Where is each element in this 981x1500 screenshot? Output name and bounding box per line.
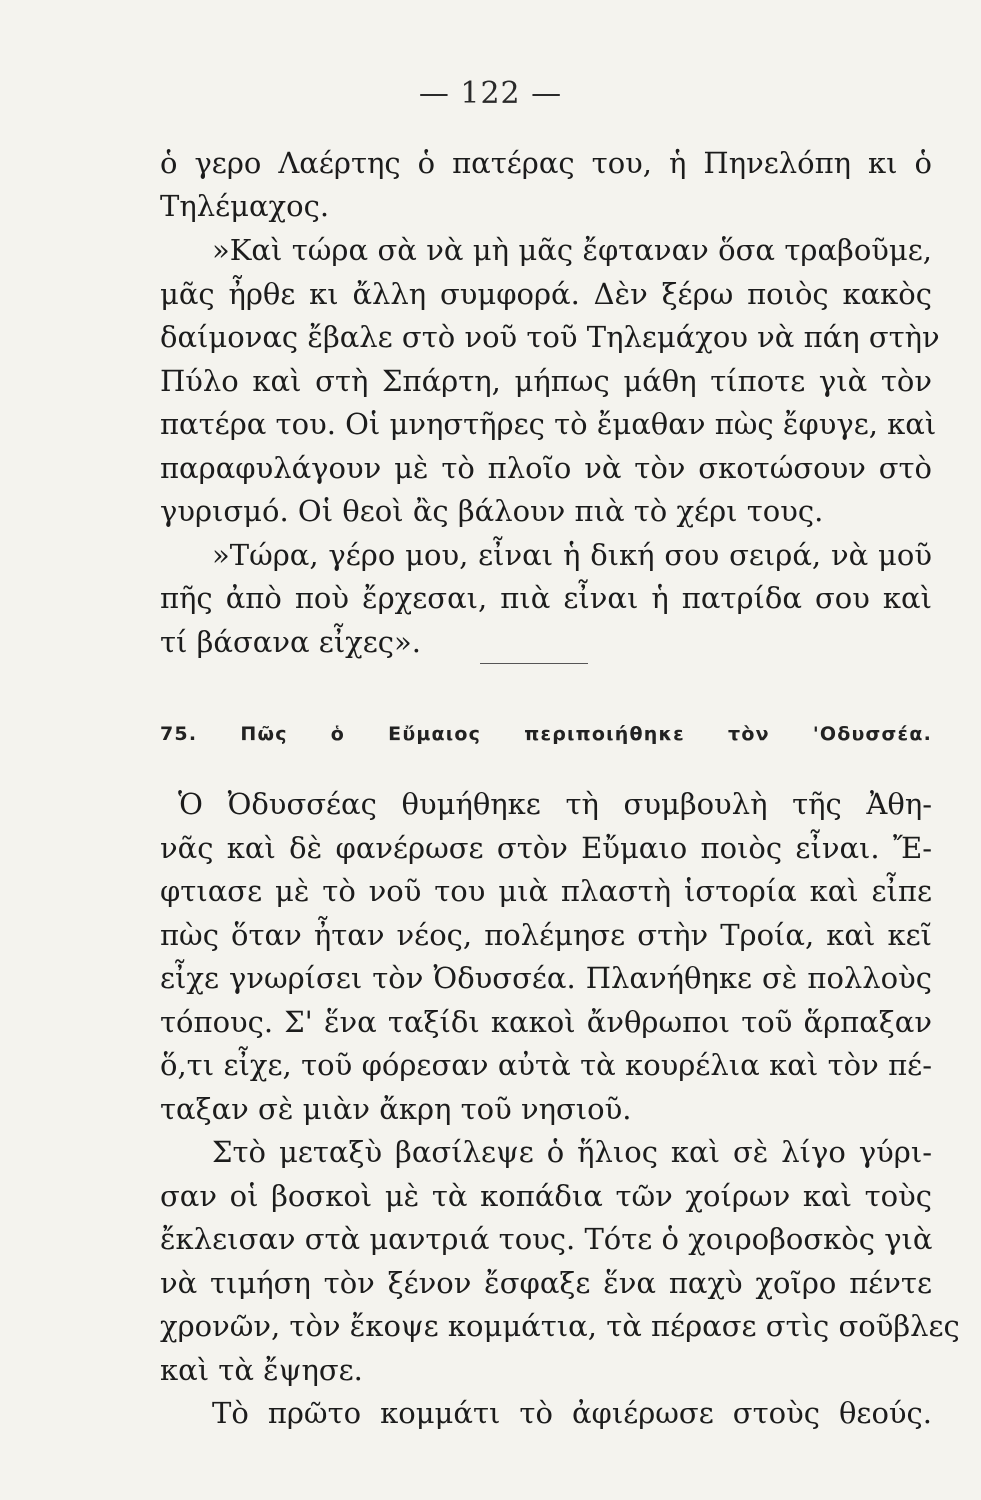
text-line: εἶχε γνωρίσει τὸν Ὀδυσσέα. Πλανήθηκε σὲ πολλοὺς	[160, 961, 932, 995]
text-line: γυρισμό. Οἱ θεοὶ ἂς βάλουν πιὰ τὸ χέρι τους.	[160, 494, 824, 528]
text-line: ὁ γερο Λαέρτης ὁ πατέρας του, ἡ Πηνελόπη κι ὁ	[160, 146, 932, 180]
section-divider	[480, 663, 588, 664]
text-line: πατέρα του. Οἱ μνηστῆρες τὸ ἔμαθαν πὼς ἔφυγε, καὶ	[160, 407, 937, 441]
text-line: Τηλέμαχος.	[160, 189, 330, 223]
text-line: καὶ τὰ ἔψησε.	[160, 1353, 363, 1387]
text-line: μᾶς ἦρθε κι ἄλλη συμφορά. Δὲν ξέρω ποιὸς κακὸς	[160, 277, 932, 311]
text-line: νὰ τιμήση τὸν ξένον ἔσφαξε ἕνα παχὺ χοῖρο πέντε	[160, 1266, 932, 1300]
text-line: ἔκλεισαν στὰ μαντριά τους. Τότε ὁ χοιροβοσκὸς γιὰ	[160, 1222, 933, 1256]
text-line: ταξαν σὲ μιὰν ἄκρη τοῦ νησιοῦ.	[160, 1092, 632, 1126]
page-number: — 122 —	[418, 76, 563, 111]
text-line: Πύλο καὶ στὴ Σπάρτη, μήπως μάθη τίποτε γιὰ τὸν	[160, 364, 932, 398]
text-line: Στὸ μεταξὺ βασίλεψε ὁ ἥλιος καὶ σὲ λίγο γύρι-	[212, 1135, 932, 1169]
text-line: Ὁ Ὀδυσσέας θυμήθηκε τὴ συμβουλὴ τῆς Ἀθη-	[178, 787, 932, 821]
text-line: νᾶς καὶ δὲ φανέρωσε στὸν Εὔμαιο ποιὸς εἶναι. Ἔ-	[160, 831, 932, 865]
text-line: χρονῶν, τὸν ἔκοψε κομμάτια, τὰ πέρασε στὶς σοῦβλες	[160, 1309, 960, 1343]
text-line: παραφυλάγουν μὲ τὸ πλοῖο νὰ τὸν σκοτώσουν στὸ	[160, 451, 932, 485]
text-line: πὼς ὅταν ἦταν νέος, πολέμησε στὴν Τροία, καὶ κεῖ	[160, 918, 932, 952]
text-line: τόπους. Σ' ἕνα ταξίδι κακοὶ ἄνθρωποι τοῦ ἅρπαξαν	[160, 1005, 932, 1039]
text-line: »Τώρα, γέρο μου, εἶναι ἡ δική σου σειρά, νὰ μοῦ	[212, 538, 932, 572]
text-line: τί βάσανα εἶχες».	[160, 625, 421, 659]
text-line: φτιασε μὲ τὸ νοῦ του μιὰ πλαστὴ ἱστορία καὶ εἶπε	[160, 874, 932, 908]
text-line: πῆς ἀπὸ ποὺ ἔρχεσαι, πιὰ εἶναι ἡ πατρίδα σου καὶ	[160, 581, 932, 615]
text-line: »Καὶ τώρα σὰ νὰ μὴ μᾶς ἔφταναν ὅσα τραβοῦμε,	[212, 233, 932, 267]
text-line: σαν οἱ βοσκοὶ μὲ τὰ κοπάδια τῶν χοίρων καὶ τοὺς	[160, 1179, 932, 1213]
text-line: δαίμονας ἔβαλε στὸ νοῦ τοῦ Τηλεμάχου νὰ πάη στὴν	[160, 320, 940, 354]
text-line: Τὸ πρῶτο κομμάτι τὸ ἀφιέρωσε στοὺς θεούς.	[212, 1396, 932, 1430]
section-heading: 75. Πῶς ὁ Εὔμαιος περιποιήθηκε τὸν 'Οδυσσέα.	[160, 723, 932, 745]
text-line: ὅ,τι εἶχε, τοῦ φόρεσαν αὐτὰ τὰ κουρέλια καὶ τὸν πέ-	[160, 1048, 932, 1082]
